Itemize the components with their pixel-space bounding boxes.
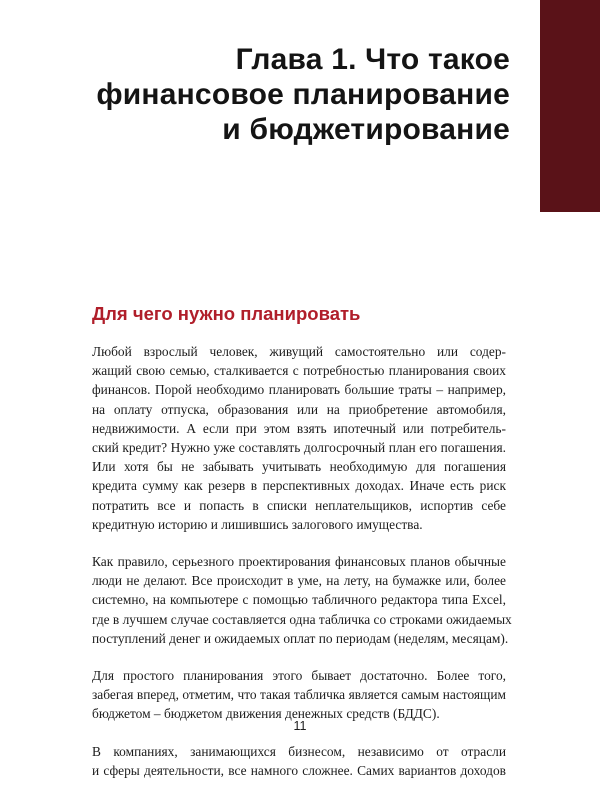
paragraph bbox=[92, 666, 506, 724]
paragraph bbox=[92, 342, 506, 534]
text-line: забегая вперед, отметим, что такая табличка является самым настоящим bbox=[92, 687, 506, 703]
chapter-title-line: финансовое планирование bbox=[96, 78, 510, 111]
text-line: кредитную историю и лишившись залогового имущества. bbox=[92, 516, 423, 532]
text-line: бюджетом – бюджетом движения денежных средств (БДДС). bbox=[92, 706, 440, 722]
page-number: 11 bbox=[293, 719, 307, 733]
chapter-title-line: и бюджетирование bbox=[222, 113, 510, 146]
text-line: жащий свою семью, сталкивается с потребностью планирования своих bbox=[92, 363, 506, 379]
chapter-side-tab bbox=[540, 0, 600, 212]
text-line: и сферы деятельности, все намного сложнее. Самих вариантов доходов bbox=[92, 762, 506, 778]
text-line: недвижимости. А если при этом взять ипотечный или потребитель- bbox=[92, 420, 506, 436]
text-line: Любой взрослый человек, живущий самостоятельно или содер- bbox=[92, 344, 506, 359]
text-line: финансов. Порой необходимо планировать большие траты – например, bbox=[92, 382, 506, 398]
text-line: на оплату отпуска, образования или на приобретение автомобиля, bbox=[92, 401, 506, 417]
text-line: потратить все и попасть в списки неплательщиков, испортив себе bbox=[92, 497, 506, 513]
paragraph bbox=[92, 742, 506, 780]
text-line: где в лучшем случае составляется одна табличка со строками ожидаемых bbox=[92, 611, 512, 627]
text-line: системно, на компьютере с помощью табличного редактора типа Excel, bbox=[92, 592, 506, 608]
text-line: люди не делают. Все происходит в уме, на лету, на бумажке или, более bbox=[92, 573, 506, 589]
text-line: Как правило, серьезного проектирования финансовых планов обычные bbox=[92, 554, 506, 570]
text-line: кредита сумму как резерв в перспективных доходах. Иначе есть риск bbox=[92, 478, 506, 494]
paragraph bbox=[92, 552, 512, 648]
text-line: поступлений денег и ожидаемых оплат по периодам (неделям, месяцам). bbox=[92, 630, 509, 646]
text-line: В компаниях, занимающихся бизнесом, независимо от отрасли bbox=[92, 743, 506, 759]
chapter-title bbox=[60, 42, 510, 147]
text-line: Или хотя бы не забывать учитывать необходимую для погашения bbox=[92, 459, 506, 475]
chapter-title-line: Глава 1. Что такое bbox=[235, 43, 510, 76]
text-line: ский кредит? Нужно уже составлять долгосрочный план его погашения. bbox=[92, 440, 506, 456]
text-line: Для простого планирования этого бывает достаточно. Более того, bbox=[92, 668, 506, 684]
section-heading: Для чего нужно планировать bbox=[92, 303, 361, 324]
